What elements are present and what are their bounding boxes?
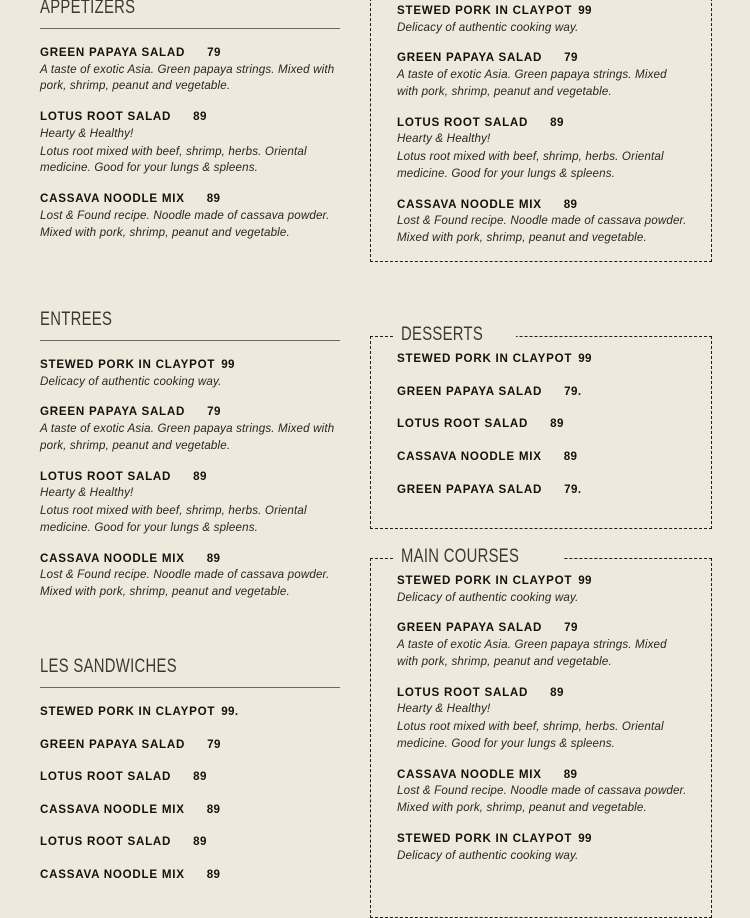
menu-item-name: STEWED PORK IN CLAYPOT [397, 4, 573, 17]
menu-item-name: GREEN PAPAYA SALAD [397, 621, 543, 635]
menu-item [40, 109, 355, 177]
menu-item-description: A taste of exotic Asia. Green papaya strings. Mixed with pork, shrimp, peanut and vegetable. [40, 62, 335, 93]
menu-item-title [397, 482, 689, 498]
menu-item-price: 89 [206, 802, 221, 816]
heading-rule [40, 28, 340, 29]
item-list-salad [397, 3, 689, 247]
menu-item [397, 620, 689, 670]
menu-item-description: Lost & Found recipe. Noodle made of cassava powder. Mixed with pork, shrimp, peanut and vegetable. [40, 568, 330, 599]
menu-item-title [397, 351, 689, 367]
section-heading-desserts: DESSERTS [393, 325, 516, 344]
menu-item-description: Hearty & Healthy! [40, 126, 134, 140]
menu-item-price: 89 [206, 868, 221, 882]
menu-item-title [40, 469, 355, 485]
menu-item [40, 404, 355, 454]
menu-item-price: 79 [207, 45, 221, 59]
menu-item-price: 99 [578, 4, 592, 17]
menu-item-title [397, 620, 689, 636]
menu-item-description: Lotus root mixed with beef, shrimp, herbs. Oriental medicine. Good for your lungs & spleens. [397, 150, 664, 180]
section-les-sandwiches [40, 657, 355, 900]
menu-item-price: 79. [564, 384, 582, 398]
menu-item-name: GREEN PAPAYA SALAD [397, 482, 543, 496]
menu-item-title [397, 3, 689, 19]
item-list-main-courses [397, 573, 689, 864]
menu-item-title [397, 115, 689, 131]
menu-item [40, 704, 355, 720]
menu-item-price: 89 [550, 417, 564, 431]
menu-item-name: CASSAVA NOODLE MIX [397, 197, 542, 211]
menu-item-price: 79 [564, 621, 578, 635]
menu-item-title [40, 404, 355, 420]
menu-item-price: 99 [578, 574, 592, 587]
menu-item-description: A taste of exotic Asia. Green papaya strings. Mixed with pork, shrimp, peanut and vegetable. [397, 68, 667, 98]
menu-item-description: Delicacy of authentic cooking way. [397, 848, 579, 862]
menu-item-name: GREEN PAPAYA SALAD [397, 51, 543, 65]
menu-item-price: 99 [221, 357, 235, 371]
menu-item-description: Lotus root mixed with beef, shrimp, herbs. Oriental medicine. Good for your lungs & spleens. [397, 720, 664, 750]
menu-item-price: 89 [563, 767, 578, 781]
menu-item-name: CASSAVA NOODLE MIX [40, 868, 185, 882]
menu-item-price: 79 [207, 405, 221, 419]
menu-item-description: Lost & Found recipe. Noodle made of cassava powder. Mixed with pork, shrimp, peanut and vegetable. [397, 214, 687, 245]
menu-item [40, 357, 355, 390]
right-column [370, 0, 750, 900]
menu-item-name: CASSAVA NOODLE MIX [40, 192, 185, 206]
menu-item [397, 416, 689, 432]
heading-rule [40, 340, 340, 341]
menu-item-price: 79 [564, 51, 578, 65]
menu-item [397, 50, 689, 100]
menu-item-price: 89 [206, 551, 221, 565]
menu-item-name: CASSAVA NOODLE MIX [40, 802, 185, 816]
menu-item-title [40, 769, 355, 785]
menu-item [40, 45, 355, 95]
menu-item-price: 99 [578, 352, 592, 365]
menu-item-description: Lotus root mixed with beef, shrimp, herbs. Oriental medicine. Good for your lungs & spleens. [40, 504, 307, 534]
menu-item [397, 573, 689, 606]
menu-item-title [40, 802, 355, 818]
menu-item-title [397, 831, 689, 847]
menu-item-name: LOTUS ROOT SALAD [397, 685, 529, 699]
menu-item-name: GREEN PAPAYA SALAD [40, 405, 186, 419]
menu-item-price: 89 [550, 115, 564, 129]
menu-item-description: Lost & Found recipe. Noodle made of cassava powder. Mixed with pork, shrimp, peanut and vegetable. [397, 784, 687, 815]
menu-item [397, 767, 689, 817]
menu-item-title [40, 867, 355, 883]
menu-item [397, 685, 689, 753]
menu-item [397, 449, 689, 465]
menu-item-title [397, 685, 689, 701]
menu-item-price: 89 [563, 449, 578, 463]
menu-item [397, 3, 689, 36]
menu-item-price: 89 [550, 685, 564, 699]
menu-item-description: Lotus root mixed with beef, shrimp, herbs. Oriental medicine. Good for your lungs & spleens. [40, 144, 307, 175]
menu-item-price: 89 [206, 192, 221, 206]
menu-item-name: LOTUS ROOT SALAD [40, 469, 172, 483]
menu-item [397, 831, 689, 864]
menu-item-title [40, 704, 355, 720]
menu-item-description: Hearty & Healthy! [397, 702, 491, 716]
menu-item [397, 384, 689, 400]
section-desserts [370, 324, 712, 529]
heading-rule [40, 687, 340, 688]
menu-item [40, 834, 355, 850]
menu-item-title [397, 767, 689, 783]
section-heading-appetizers: APPETIZERS [40, 0, 136, 18]
menu-item-title [40, 45, 355, 61]
menu-item-name: CASSAVA NOODLE MIX [40, 551, 185, 565]
menu-item-name: LOTUS ROOT SALAD [40, 835, 172, 849]
menu-item [40, 469, 355, 537]
menu-item [397, 482, 689, 498]
menu-item [40, 802, 355, 818]
menu-item-description: Hearty & Healthy! [397, 132, 491, 146]
menu-item-price: 89 [193, 770, 207, 784]
menu-item-price: 89 [563, 197, 578, 211]
menu-item-description: A taste of exotic Asia. Green papaya strings. Mixed with pork, shrimp, peanut and vegetable. [397, 638, 667, 668]
menu-item-title [40, 191, 355, 207]
menu-item [397, 197, 689, 247]
section-heading-les-sandwiches: LES SANDWICHES [40, 656, 177, 677]
menu-item-description: Delicacy of authentic cooking way. [40, 374, 222, 388]
menu-item-name: GREEN PAPAYA SALAD [40, 45, 186, 59]
menu-item-description: Delicacy of authentic cooking way. [397, 20, 579, 34]
menu-item-name: STEWED PORK IN CLAYPOT [397, 831, 573, 845]
menu-item-title [40, 357, 355, 373]
section-entrees [40, 310, 355, 601]
section-salad [370, 0, 712, 262]
left-column [0, 0, 355, 900]
menu-item-title [40, 551, 355, 567]
menu-item-price: 99. [221, 704, 239, 718]
item-list-desserts [397, 351, 689, 497]
section-appetizers [40, 0, 355, 241]
menu-item-description: Hearty & Healthy! [40, 486, 134, 500]
menu-item-title [40, 109, 355, 125]
menu-item-title [397, 416, 689, 432]
menu-item-price: 79. [564, 482, 582, 496]
menu-item-title [397, 50, 689, 66]
menu-item [40, 867, 355, 883]
menu-item-name: STEWED PORK IN CLAYPOT [40, 357, 216, 371]
menu-item-title [397, 197, 689, 213]
menu-item-price: 89 [193, 469, 207, 483]
menu-item-name: LOTUS ROOT SALAD [40, 770, 172, 784]
item-list-les-sandwiches [40, 704, 355, 883]
menu-item [40, 737, 355, 753]
menu-item-price: 89 [193, 110, 207, 124]
menu-item [40, 191, 355, 241]
section-main-courses [370, 546, 712, 918]
item-list-entrees [40, 357, 355, 601]
item-list-appetizers [40, 45, 355, 242]
menu-item-title [40, 834, 355, 850]
menu-item-price: 89 [193, 835, 207, 849]
menu-item-description: A taste of exotic Asia. Green papaya strings. Mixed with pork, shrimp, peanut and vegetable. [40, 421, 335, 452]
menu-item-name: CASSAVA NOODLE MIX [397, 767, 542, 781]
menu-item-name: GREEN PAPAYA SALAD [40, 737, 186, 751]
menu-item-title [397, 384, 689, 400]
menu-item-name: STEWED PORK IN CLAYPOT [397, 352, 573, 365]
menu-item-description: Delicacy of authentic cooking way. [397, 590, 579, 604]
menu-item [397, 115, 689, 183]
menu-item-title [397, 573, 689, 589]
menu-item-name: LOTUS ROOT SALAD [397, 417, 529, 431]
section-heading-entrees: ENTREES [40, 309, 113, 330]
section-heading-main-courses: MAIN COURSES [393, 547, 563, 566]
menu-item-title [40, 737, 355, 753]
menu-item-name: LOTUS ROOT SALAD [397, 115, 529, 129]
menu-item-name: CASSAVA NOODLE MIX [397, 449, 542, 463]
menu-item [397, 351, 689, 367]
menu-item-title [397, 449, 689, 465]
menu-item-price: 99 [578, 831, 592, 845]
menu-item-price: 79 [207, 737, 221, 751]
menu-item [40, 551, 355, 601]
menu-item-name: LOTUS ROOT SALAD [40, 110, 172, 124]
menu-item-name: GREEN PAPAYA SALAD [397, 384, 543, 398]
menu-item-name: STEWED PORK IN CLAYPOT [397, 574, 573, 587]
menu-item-name: STEWED PORK IN CLAYPOT [40, 704, 216, 718]
menu-item-description: Lost & Found recipe. Noodle made of cassava powder. Mixed with pork, shrimp, peanut and vegetable. [40, 208, 330, 239]
menu-item [40, 769, 355, 785]
